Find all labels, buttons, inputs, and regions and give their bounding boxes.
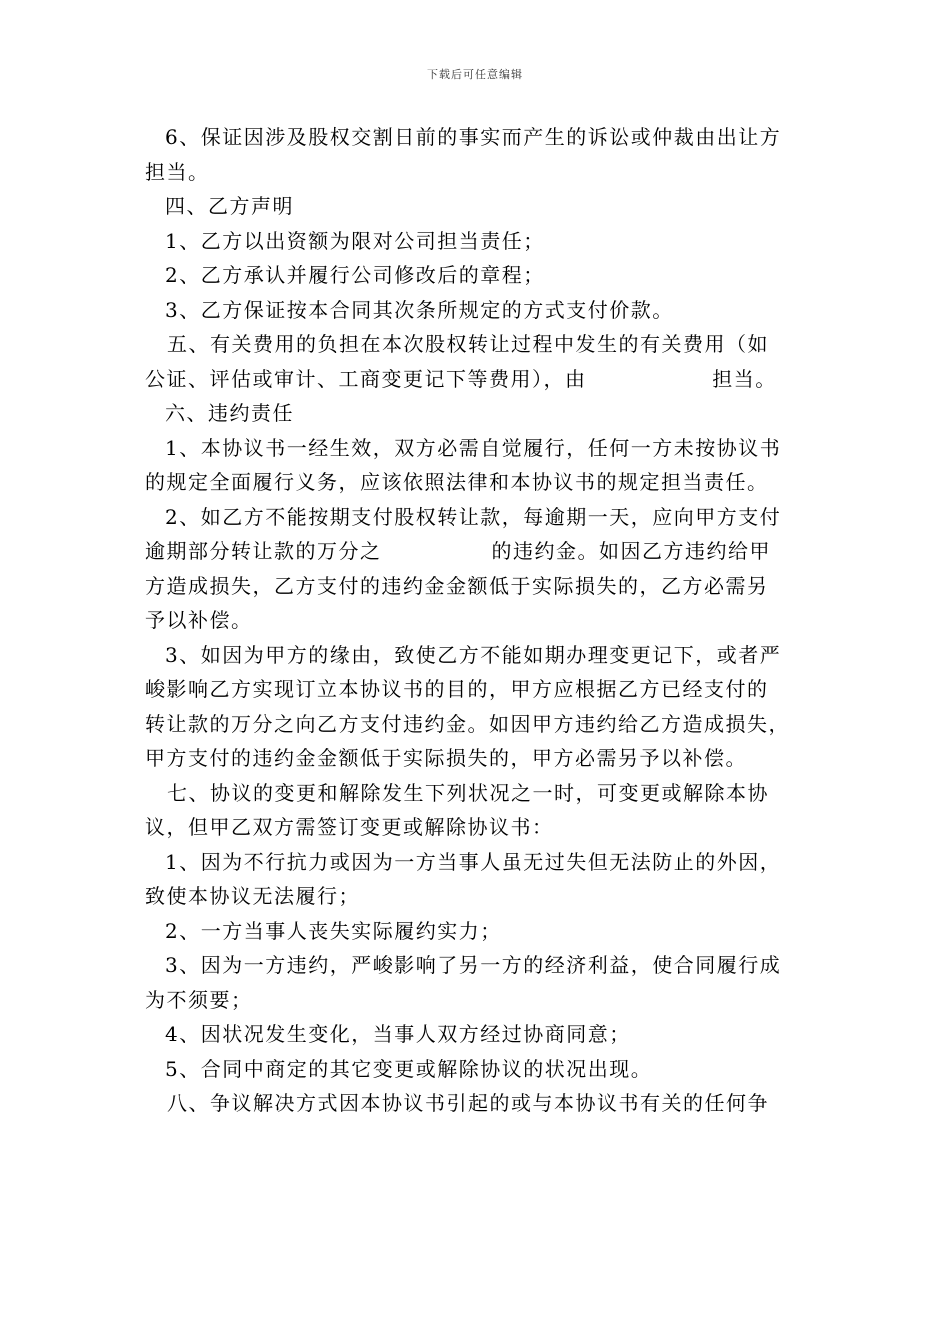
section-heading: 五、有关费用的负担在本次股权转让过程中发生的有关费用（如	[167, 332, 769, 356]
clause-line: 甲方支付的违约金金额低于实际损失的，甲方必需另予以补偿。	[145, 746, 747, 770]
clause-line: 2、如乙方不能按期支付股权转让款，每逾期一天，应向甲方支付	[165, 504, 782, 529]
document-body	[145, 120, 810, 1121]
clause-line: 2、乙方承认并履行公司修改后的章程；	[165, 263, 545, 287]
clause-line: 逾期部分转让款的万分之 的违约金。如因乙方违约给甲	[145, 539, 772, 563]
clause-line: 3、如因为甲方的缘由，致使乙方不能如期办理变更记下，或者严	[165, 642, 782, 667]
clause-line: 4、因状况发生变化，当事人双方经过协商同意；	[165, 1022, 631, 1046]
clause-line: 6、保证因涉及股权交割日前的事实而产生的诉讼或仲裁由出让方	[165, 125, 782, 149]
clause-line: 1、乙方以出资额为限对公司担当责任；	[165, 228, 545, 253]
clause-line: 峻影响乙方实现订立本协议书的目的，甲方应根据乙方已经支付的	[145, 677, 769, 701]
clause-line: 为不须要；	[145, 987, 253, 1012]
clause-line: 1、因为不行抗力或因为一方当事人虽无过失但无法防止的外因，	[165, 849, 782, 874]
section-heading: 八、争议解决方式因本协议书引起的或与本协议书有关的任何争	[167, 1091, 769, 1115]
clause-line: 1、本协议书一经生效，双方必需自觉履行，任何一方未按协议书	[165, 435, 782, 460]
section-heading: 六、违约责任	[165, 401, 294, 425]
clause-line: 2、一方当事人丧失实际履约实力；	[165, 918, 502, 943]
clause-line: 公证、评估或审计、工商变更记下等费用），由 担当。	[145, 366, 777, 391]
clause-line: 3、因为一方违约，严峻影响了另一方的经济利益，使合同履行成	[165, 953, 782, 977]
clause-line: 转让款的万分之向乙方支付违约金。如因甲方违约给乙方造成损失，	[145, 711, 790, 736]
clause-line: 的规定全面履行义务，应该依照法律和本协议书的规定担当责任。	[145, 470, 769, 494]
section-heading: 七、协议的变更和解除发生下列状况之一时，可变更或解除本协	[167, 780, 769, 805]
clause-line: 3、乙方保证按本合同其次条所规定的方式支付价款。	[165, 297, 674, 322]
section-heading: 四、乙方声明	[165, 194, 294, 218]
clause-line: 议，但甲乙双方需签订变更或解除协议书：	[145, 815, 554, 839]
clause-line: 5、合同中商定的其它变更或解除协议的状况出现。	[165, 1056, 653, 1081]
clause-line: 致使本协议无法履行；	[145, 884, 360, 908]
clause-line: 予以补偿。	[145, 608, 253, 632]
clause-line: 方造成损失，乙方支付的违约金金额低于实际损失的，乙方必需另	[145, 573, 769, 598]
page-header: 下载后可任意编辑	[427, 68, 523, 81]
clause-line: 担当。	[145, 159, 210, 184]
